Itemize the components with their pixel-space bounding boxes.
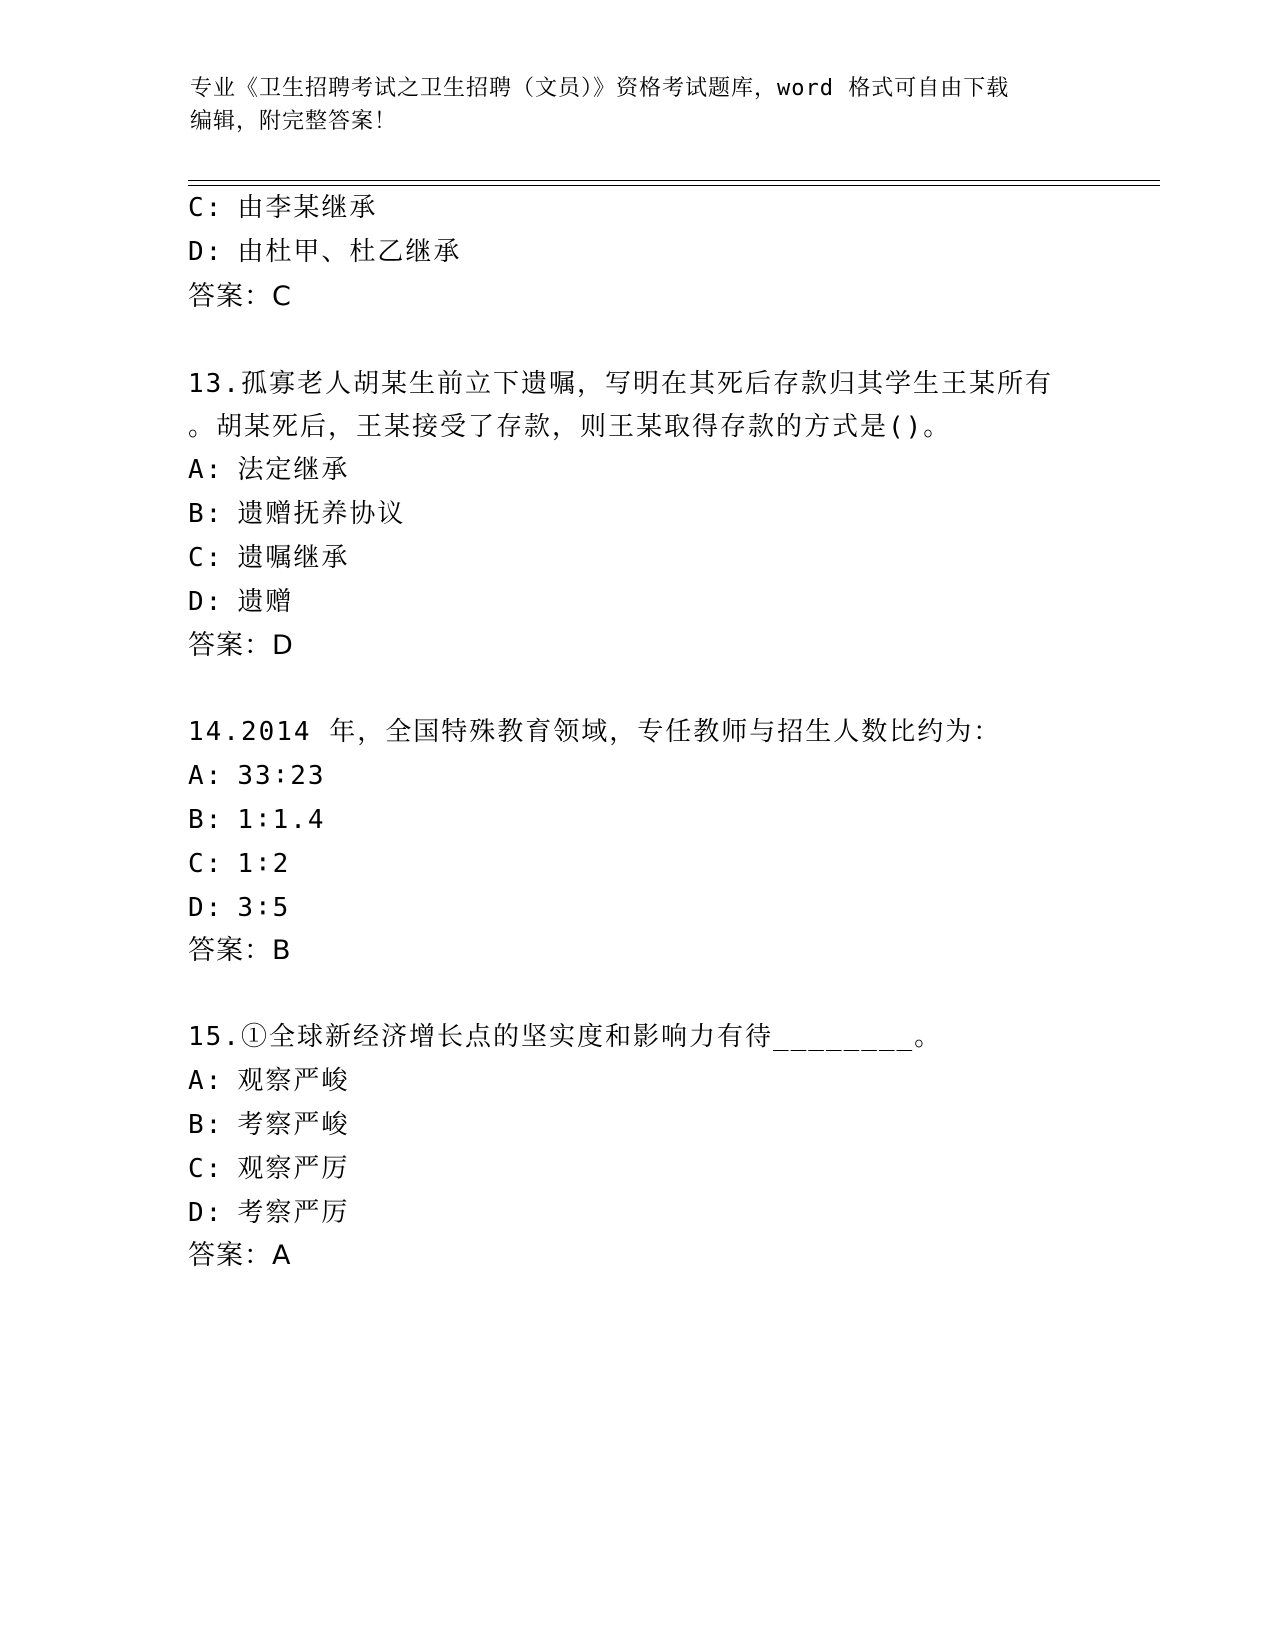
option-text: 观察严厉 bbox=[237, 1154, 350, 1184]
option-text: 由杜甲、杜乙继承 bbox=[237, 237, 462, 267]
option-letter: B: bbox=[188, 1110, 224, 1140]
q15-option-b bbox=[188, 1108, 349, 1142]
option-letter: C: bbox=[188, 543, 224, 573]
q13-option-d bbox=[188, 585, 293, 619]
option-text: 1∶1.4 bbox=[237, 805, 326, 835]
q12-option-d bbox=[188, 235, 461, 269]
header-line-2: 编辑，附完整答案！ bbox=[190, 109, 398, 134]
document-header bbox=[190, 72, 1090, 138]
option-letter: A: bbox=[188, 1066, 224, 1096]
option-letter: D: bbox=[188, 1198, 224, 1228]
option-letter: B: bbox=[188, 805, 224, 835]
option-text: 由李某继承 bbox=[237, 193, 378, 223]
option-letter: A: bbox=[188, 455, 224, 485]
q13-option-c bbox=[188, 541, 349, 575]
option-letter: D: bbox=[188, 893, 224, 923]
option-text: 1∶2 bbox=[237, 849, 291, 879]
option-text: 法定继承 bbox=[237, 455, 350, 485]
q15-option-d bbox=[188, 1196, 349, 1230]
q14-option-b bbox=[188, 803, 326, 837]
q13-option-a bbox=[188, 453, 349, 487]
q13-answer: 答案：D bbox=[188, 630, 294, 661]
option-text: 观察严峻 bbox=[237, 1066, 350, 1096]
option-text: 33∶23 bbox=[237, 761, 326, 791]
option-letter: C: bbox=[188, 1154, 224, 1184]
option-text: 考察严峻 bbox=[237, 1110, 350, 1140]
q15-option-a bbox=[188, 1064, 349, 1098]
option-text: 遗赠 bbox=[237, 587, 294, 617]
option-letter: D: bbox=[188, 237, 224, 267]
q12-answer: 答案：C bbox=[188, 281, 292, 312]
q13-stem-line-1: 13.孤寡老人胡某生前立下遗嘱，写明在其死后存款归其学生王某所有 bbox=[188, 369, 1053, 399]
option-letter: D: bbox=[188, 587, 224, 617]
header-divider-bottom bbox=[188, 185, 1160, 186]
option-text: 考察严厉 bbox=[237, 1198, 350, 1228]
q12-option-c bbox=[188, 191, 377, 225]
q13-option-b bbox=[188, 497, 405, 531]
header-line-1: 专业《卫生招聘考试之卫生招聘（文员）》资格考试题库，word 格式可自由下载 bbox=[190, 76, 1010, 101]
option-letter: C: bbox=[188, 849, 224, 879]
q14-option-c bbox=[188, 847, 290, 881]
q14-option-d bbox=[188, 891, 290, 925]
q14-stem: 14.2014 年，全国特殊教育领域，专任教师与招生人数比约为： bbox=[188, 717, 1002, 747]
q13-stem-line-2: 。胡某死后，王某接受了存款，则王某取得存款的方式是()。 bbox=[188, 412, 952, 442]
q14-option-a bbox=[188, 759, 326, 793]
q14-answer: 答案：B bbox=[188, 935, 292, 966]
q15-answer: 答案：A bbox=[188, 1240, 292, 1271]
header-divider-top bbox=[188, 180, 1160, 181]
option-text: 遗嘱继承 bbox=[237, 543, 350, 573]
option-text: 3∶5 bbox=[237, 893, 291, 923]
option-letter: B: bbox=[188, 499, 224, 529]
option-letter: C: bbox=[188, 193, 224, 223]
option-letter: A: bbox=[188, 761, 224, 791]
q15-stem: 15.①全球新经济增长点的坚实度和影响力有待________。 bbox=[188, 1022, 943, 1052]
q15-option-c bbox=[188, 1152, 349, 1186]
option-text: 遗赠抚养协议 bbox=[237, 499, 406, 529]
